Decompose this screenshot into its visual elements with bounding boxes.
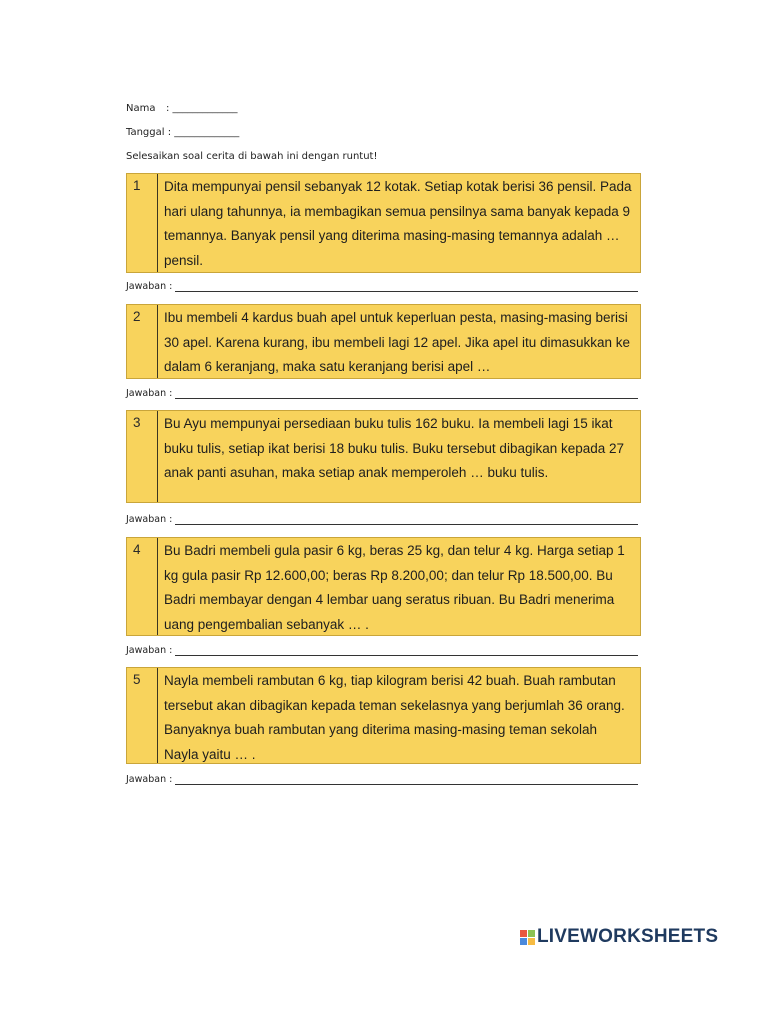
question-number: 4 xyxy=(133,542,141,557)
name-label: Nama xyxy=(126,103,156,114)
instruction-text: Selesaikan soal cerita di bawah ini dengan runtut! xyxy=(126,151,378,162)
logo-square xyxy=(520,938,527,945)
answer-line-5[interactable] xyxy=(126,774,638,785)
answer-input-4[interactable] xyxy=(175,646,638,656)
question-text: Bu Badri membeli gula pasir 6 kg, beras 25 kg, dan telur 4 kg. Harga setiap 1 kg gula pasir Rp 12.600,00; beras Rp 8.200,00; dan telur Rp 18.500,00. Bu Badri membayar dengan 4 lembar uang seratus ribuan. Bu Badri menerima uang pengembalian sebanyak … . xyxy=(164,543,625,632)
question-text: Dita mempunyai pensil sebanyak 12 kotak. Setiap kotak berisi 36 pensil. Pada hari ulang tahunnya, ia membagikan semua pensilnya sama banyak kepada 9 temannya. Banyak pensil yang diterima masing-masing temannya adalah … pensil. xyxy=(164,179,632,268)
question-box-4 xyxy=(126,537,641,636)
question-divider xyxy=(157,668,158,763)
name-field xyxy=(126,103,238,114)
question-box-3 xyxy=(126,410,641,503)
question-number: 2 xyxy=(133,309,141,324)
logo-icon xyxy=(520,930,535,945)
answer-label: Jawaban : xyxy=(126,514,173,525)
answer-label: Jawaban : xyxy=(126,645,173,656)
question-divider xyxy=(157,305,158,378)
name-blank[interactable]: : _____________ xyxy=(166,103,238,114)
logo-wordmark: LIVEWORKSHEETS xyxy=(537,926,719,947)
answer-label: Jawaban : xyxy=(126,388,173,399)
question-text: Nayla membeli rambutan 6 kg, tiap kilogram berisi 42 buah. Buah rambutan tersebut akan dibagikan kepada teman sekelasnya yang berjumlah 36 orang. Banyaknya buah rambutan yang diterima masing-masing teman sekolah Nayla yaitu … . xyxy=(164,673,625,762)
liveworksheets-logo xyxy=(520,926,718,948)
date-label[interactable]: Tanggal : _____________ xyxy=(126,127,240,138)
question-box-2 xyxy=(126,304,641,379)
answer-line-1[interactable] xyxy=(126,281,638,292)
answer-input-2[interactable] xyxy=(175,389,638,399)
logo-square xyxy=(528,930,535,937)
question-number: 3 xyxy=(133,415,141,430)
question-box-5 xyxy=(126,667,641,764)
question-divider xyxy=(157,538,158,635)
answer-label: Jawaban : xyxy=(126,281,173,292)
question-text: Bu Ayu mempunyai persediaan buku tulis 162 buku. Ia membeli lagi 15 ikat buku tulis, setiap ikat berisi 18 buku tulis. Buku tersebut dibagikan kepada 27 anak panti asuhan, maka setiap anak memperoleh … buku tulis. xyxy=(164,416,625,480)
answer-input-3[interactable] xyxy=(175,515,638,525)
logo-square xyxy=(520,930,527,937)
answer-line-4[interactable] xyxy=(126,645,638,656)
answer-line-3[interactable] xyxy=(126,514,638,525)
question-divider xyxy=(157,174,158,272)
answer-label: Jawaban : xyxy=(126,774,173,785)
answer-line-2[interactable] xyxy=(126,388,638,399)
question-number: 1 xyxy=(133,178,141,193)
question-divider xyxy=(157,411,158,502)
question-box-1 xyxy=(126,173,641,273)
logo-square xyxy=(528,938,535,945)
question-number: 5 xyxy=(133,672,141,687)
date-field xyxy=(126,127,239,138)
question-text: Ibu membeli 4 kardus buah apel untuk keperluan pesta, masing-masing berisi 30 apel. Karena kurang, ibu membeli lagi 12 apel. Jika apel itu dimasukkan ke dalam 6 keranjang, maka satu keranjang berisi apel … xyxy=(164,310,631,374)
answer-input-5[interactable] xyxy=(175,775,638,785)
answer-input-1[interactable] xyxy=(175,282,638,292)
